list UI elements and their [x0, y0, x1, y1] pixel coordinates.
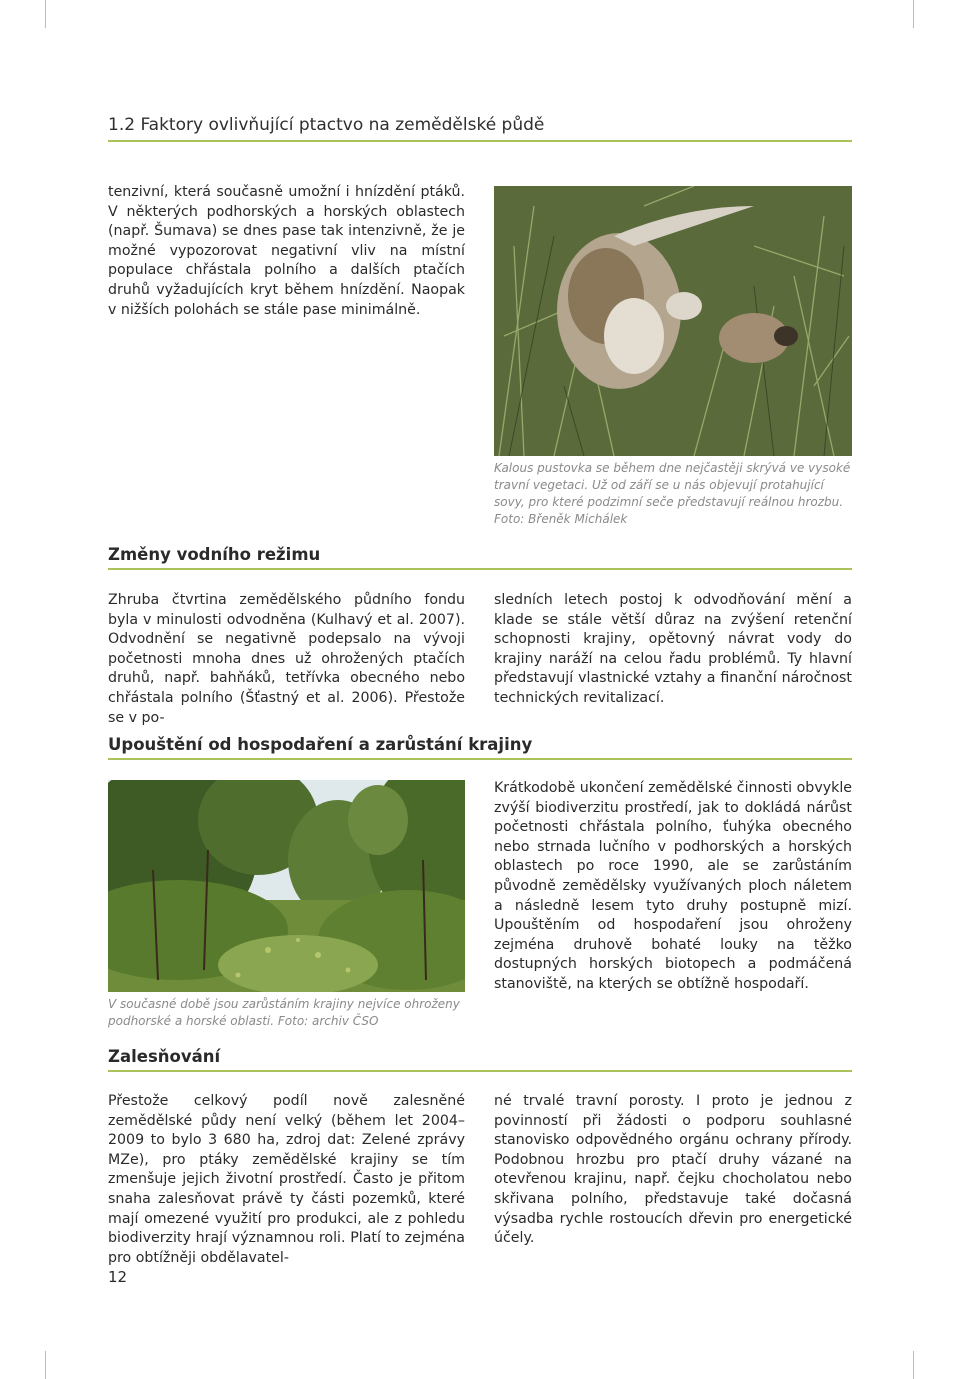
water-column-1: [108, 591, 465, 728]
abandon-text: Krátkodobě ukončení zemědělské činnosti obvykle zvýší biodiverzitu prostředí, jak to dokládá nárůst početnosti chřástala polního, ťuhýka obecného nebo strnada lučního v podhorských a horských oblastech po roce 1990, ale se zarůstáním původně zemědělsky využívaných ploch náletem a následně lesem tyto druhy postupně mizí. Upouštěním od hospodaření jsou ohroženy zejména druhově bohaté louky na těžko dostupných horských biotopech a podmáčená stanoviště, na kterých se obtížně hospodaří.: [494, 780, 852, 992]
forest-column-1: [108, 1092, 465, 1268]
section-heading-water: Změny vodního režimu: [108, 545, 321, 564]
water-text-2: sledních letech postoj k odvodňování mění a klade se stále větší důraz na zvýšení retenční schopnosti krajiny, opětovný návrat vody do krajiny naráží na celou řadu problémů. Ty hlavní představují vlastnické vztahy a finanční náročnost technických revitalizací.: [494, 592, 852, 706]
crop-mark: [45, 0, 46, 28]
owl-photo-credit: Foto: Břeněk Michálek: [494, 512, 628, 526]
landscape-caption: V současné době jsou zarůstáním krajiny nejvíce ohroženy podhorské a horské oblasti. Foto: archiv ČSO: [108, 997, 460, 1028]
crop-mark: [45, 1351, 46, 1379]
water-column-2: [494, 591, 852, 709]
landscape-photo: [108, 780, 465, 992]
chapter-header: 1.2 Faktory ovlivňující ptactvo na zemědělské půdě: [108, 115, 545, 135]
page-number: 12: [108, 1268, 128, 1286]
forest-text-1: Přestože celkový podíl nově zalesněné zemědělské půdy není velký (během let 2004–2009 to bylo 3 680 ha, zdroj dat: Zelené zprávy MZe), pro ptáky zemědělské krajiny se tím zmenšuje jejich životní prostředí. Často je přitom snaha zalesňovat právě ty části pozemků, které mají omezené využití pro produkci, ale z pohledu biodiverzity hrají významnou roli. Platí to zejména pro obtížněji obdělavatel-: [108, 1093, 465, 1266]
forest-column-2: [494, 1092, 852, 1249]
crop-mark: [913, 0, 914, 28]
section-rule: [108, 758, 852, 760]
section-heading-forest: Zalesňování: [108, 1047, 221, 1066]
section-heading-abandon: Upouštění od hospodaření a zarůstání krajiny: [108, 735, 533, 754]
section-rule: [108, 1070, 852, 1072]
intro-paragraph: [108, 183, 465, 320]
section-rule: [108, 568, 852, 570]
abandon-column: [494, 779, 852, 995]
header-rule: [108, 140, 852, 142]
intro-text: tenzivní, která současně umožní i hnízdění ptáků. V některých podhorských a horských oblastech (např. Šumava) se dnes pase tak intenzivně, že je možné vypozorovat negativní vliv na místní populace chřástala polního a dalších ptačích druhů vyžadujících kryt během hnízdění. Naopak v nižších polohách se stále pase minimálně.: [108, 184, 465, 318]
owl-caption: [494, 460, 854, 528]
crop-mark: [913, 1351, 914, 1379]
owl-photo: [494, 186, 852, 456]
owl-caption-text: Kalous pustovka se během dne nejčastěji skrývá ve vysoké travní vegetaci. Už od září se u nás objevují protahující sovy, pro které podzimní seče představují reálnou hrozbu.: [494, 461, 851, 509]
water-text-1: Zhruba čtvrtina zemědělského půdního fondu byla v minulosti odvodněna (Kulhavý et al. 2007). Odvodnění se negativně podepsalo na vývoji početnosti mnoha dnes už ohrožených ptačích druhů, např. bahňáků, tetřívka obecného nebo chřástala polního (Šťastný et al. 2006). Přestože se v po-: [108, 592, 465, 726]
forest-text-2: né trvalé travní porosty. I proto je jednou z povinností při žádosti o podporu souhlasné stanovisko odpovědného orgánu ochrany přírody. Podobnou hrozbu pro ptačí druhy vázané na otevřenou krajinu, např. čejku chocholatou nebo skřivana polního, představuje také dočasná výsadba rychle rostoucích dřevin pro energetické účely.: [494, 1093, 852, 1247]
